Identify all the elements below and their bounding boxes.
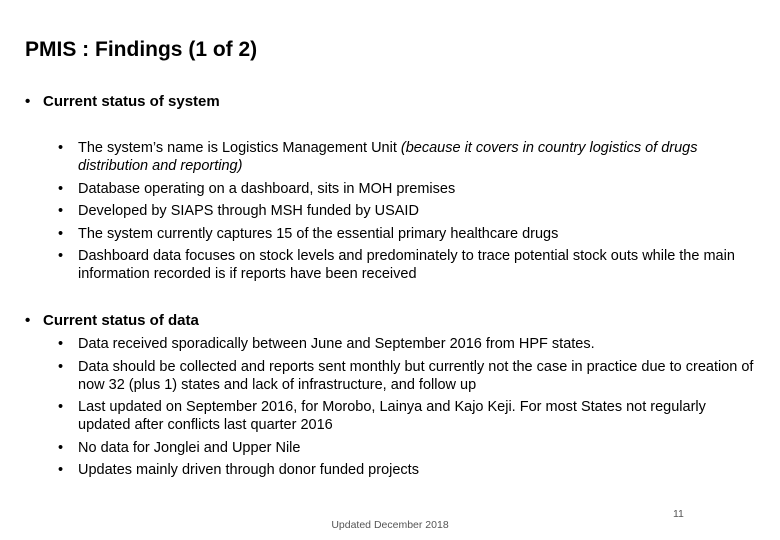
item-text: Updates mainly driven through donor funded projects [78, 462, 419, 478]
item-italic-text: (because it covers in country logistics of drugs distribution and reporting) [78, 140, 698, 174]
item-text: No data for Jonglei and Upper Nile [78, 439, 301, 456]
list-item [58, 358, 758, 394]
item-text: Database operating on a dashboard, sits in MOH premises [78, 180, 456, 197]
bullet-icon: • [58, 248, 64, 264]
item-text: The system’s name is Logistics Management Unit [78, 140, 401, 156]
list-item [58, 335, 758, 353]
section-heading-system [25, 93, 220, 110]
list-item [58, 202, 758, 220]
item-text: Data received sporadically between June and September 2016 from HPF states. [78, 336, 595, 352]
bullet-icon: • [58, 140, 64, 156]
list-item [58, 139, 758, 175]
section-heading-data [25, 312, 199, 329]
bullet-icon: • [58, 399, 64, 415]
bullet-icon: • [25, 312, 31, 329]
section-heading-text: Current status of system [43, 93, 220, 110]
bullet-icon: • [58, 462, 64, 478]
bullet-icon: • [58, 203, 64, 219]
item-text: Developed by SIAPS through MSH funded by USAID [78, 203, 419, 219]
section-heading-text: Current status of data [43, 312, 199, 329]
bullet-icon: • [58, 336, 64, 352]
list-item [58, 439, 758, 457]
item-text: Last updated on September 2016, for Morobo, Lainya and Kajo Keji. For most States not regularly updated after conflicts last quarter 2016 [78, 399, 706, 433]
list-item [58, 247, 758, 283]
bullet-icon: • [25, 93, 31, 110]
item-text: Dashboard data focuses on stock levels and predominately to trace potential stock outs while the main information recorded is if reports have been received [78, 248, 735, 282]
bullet-icon: • [58, 439, 64, 456]
list-item [58, 461, 758, 479]
list-item [58, 225, 758, 243]
bullet-icon: • [58, 180, 64, 197]
data-status-list [58, 335, 758, 484]
bullet-icon: • [58, 225, 64, 242]
system-status-list [58, 139, 758, 288]
list-item [58, 180, 758, 198]
footer-updated: Updated December 2018 [331, 519, 449, 531]
page-title: PMIS : Findings (1 of 2) [25, 38, 258, 61]
item-text: The system currently captures 15 of the essential primary healthcare drugs [78, 225, 559, 242]
bullet-icon: • [58, 358, 64, 375]
page-number: 11 [673, 508, 684, 520]
item-text: Data should be collected and reports sent monthly but currently not the case in practice due to creation of now 32 (plus 1) states and lack of infrastructure, and follow up [78, 358, 754, 393]
list-item [58, 398, 758, 434]
